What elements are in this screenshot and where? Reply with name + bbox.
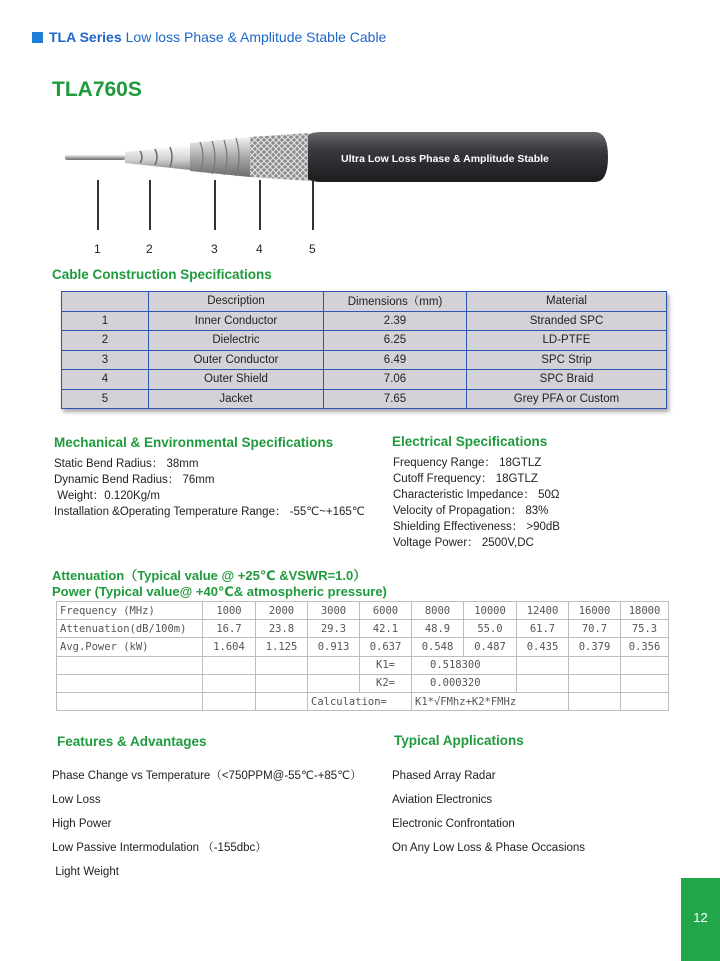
table-cell: 1.604 [203, 638, 256, 656]
electrical-specs [393, 455, 560, 551]
table-cell: 8000 [412, 602, 464, 620]
list-item: Low Loss [52, 794, 101, 806]
table-cell: 2000 [256, 602, 308, 620]
attenuation-table [56, 601, 669, 711]
table-header-cell: Dimensions（mm) [324, 292, 467, 312]
features-title: Features & Advantages [57, 734, 207, 749]
callout-line-4 [259, 180, 261, 230]
table-row [62, 331, 667, 351]
table-cell: 6.25 [324, 331, 467, 351]
table-row [62, 311, 667, 331]
table-cell [256, 656, 308, 674]
series-name: TLA Series [49, 29, 122, 45]
table-cell: 2 [62, 331, 149, 351]
table-cell: 1 [62, 311, 149, 331]
list-item: High Power [52, 818, 112, 830]
spec-line: Weight：0.120Kg/m [54, 490, 160, 502]
list-item: Aviation Electronics [392, 794, 493, 806]
table-row [57, 638, 669, 656]
page-header [32, 29, 386, 45]
outer-conductor-shape [190, 137, 250, 177]
table-cell: 18000 [621, 602, 669, 620]
table-cell [569, 692, 621, 710]
callout-line-1 [97, 180, 99, 230]
spec-line: Dynamic Bend Radius： 76mm [54, 474, 215, 486]
k2-label: K2= [360, 674, 412, 692]
table-cell: 10000 [464, 602, 517, 620]
table-cell [256, 674, 308, 692]
table-cell: SPC Strip [467, 350, 667, 370]
table-cell: Stranded SPC [467, 311, 667, 331]
table-cell: Grey PFA or Custom [467, 389, 667, 409]
spec-line: Shielding Effectiveness： >90dB [393, 521, 560, 533]
applications-title: Typical Applications [394, 733, 524, 748]
inner-conductor-shape [65, 155, 125, 160]
list-item: On Any Low Loss & Phase Occasions [392, 842, 586, 854]
table-cell: 70.7 [569, 620, 621, 638]
callout-number: 3 [211, 242, 218, 256]
jacket-label: Ultra Low Loss Phase & Amplitude Stable [341, 153, 549, 165]
table-cell: 23.8 [256, 620, 308, 638]
k1-label: K1= [360, 656, 412, 674]
list-item: Electronic Confrontation [392, 818, 515, 830]
table-cell: 48.9 [412, 620, 464, 638]
table-cell: 4 [62, 370, 149, 390]
electrical-title: Electrical Specifications [392, 434, 548, 449]
table-cell: 29.3 [308, 620, 360, 638]
table-cell: 1000 [203, 602, 256, 620]
callout-number: 4 [256, 242, 263, 256]
calculation-formula: K1*√FMhz+K2*FMHz [412, 692, 569, 710]
calculation-label: Calculation= [308, 692, 412, 710]
table-cell: 3000 [308, 602, 360, 620]
table-row [57, 656, 669, 674]
table-cell: 1.125 [256, 638, 308, 656]
table-header-cell [62, 292, 149, 312]
table-cell: 55.0 [464, 620, 517, 638]
table-cell [308, 656, 360, 674]
table-cell [203, 656, 256, 674]
table-cell: LD-PTFE [467, 331, 667, 351]
table-cell [569, 674, 621, 692]
table-cell: Dielectric [149, 331, 324, 351]
table-cell: Outer Conductor [149, 350, 324, 370]
list-item: Low Passive Intermodulation （-155dbc） [52, 842, 267, 854]
applications-list [392, 764, 585, 860]
table-cell: Inner Conductor [149, 311, 324, 331]
table-cell [256, 692, 308, 710]
table-cell [203, 674, 256, 692]
table-cell: SPC Braid [467, 370, 667, 390]
table-cell: 0.356 [621, 638, 669, 656]
table-cell: 5 [62, 389, 149, 409]
table-row [57, 602, 669, 620]
model-title: TLA760S [52, 78, 142, 101]
construction-title: Cable Construction Specifications [52, 267, 272, 282]
table-row [62, 370, 667, 390]
table-cell: 7.06 [324, 370, 467, 390]
power-title: Power (Typical value@ +40℃& atmospheric pressure) [52, 584, 387, 599]
table-row [62, 350, 667, 370]
callout-line-3 [214, 180, 216, 230]
table-cell: 0.548 [412, 638, 464, 656]
table-cell: 0.487 [464, 638, 517, 656]
table-cell [203, 692, 256, 710]
table-row [62, 389, 667, 409]
attenuation-title: Attenuation（Typical value @ +25℃ &VSWR=1.0） [52, 568, 367, 583]
table-row [57, 620, 669, 638]
table-cell: 6.49 [324, 350, 467, 370]
callout-line-5 [312, 180, 314, 230]
table-cell: 42.1 [360, 620, 412, 638]
table-header-cell: Description [149, 292, 324, 312]
table-cell [569, 656, 621, 674]
k1-value: 0.518300 [412, 656, 517, 674]
features-list [52, 764, 362, 884]
mechanical-title: Mechanical & Environmental Specifications [54, 435, 334, 450]
table-cell: Outer Shield [149, 370, 324, 390]
spec-line: Velocity of Propagation： 83% [393, 505, 549, 517]
list-item: Phase Change vs Temperature（<750PPM@-55℃-+85℃） [52, 770, 362, 782]
spec-line: Static Bend Radius： 38mm [54, 458, 199, 470]
header-square-icon [32, 32, 43, 43]
page-number: 12 [693, 910, 708, 925]
list-item: Light Weight [52, 866, 119, 878]
table-cell: 2.39 [324, 311, 467, 331]
table-cell: 75.3 [621, 620, 669, 638]
spec-line: Characteristic Impedance： 50Ω [393, 489, 560, 501]
construction-table [61, 291, 667, 409]
table-cell [308, 674, 360, 692]
table-cell: 12400 [517, 602, 569, 620]
table-cell: 0.435 [517, 638, 569, 656]
mechanical-specs [54, 456, 365, 520]
spec-line: Cutoff Frequency： 18GTLZ [393, 473, 538, 485]
table-cell [621, 692, 669, 710]
table-header-row [62, 292, 667, 312]
cable-illustration [60, 125, 620, 205]
table-cell: 7.65 [324, 389, 467, 409]
callout-number: 1 [94, 242, 101, 256]
outer-shield-shape [250, 133, 310, 181]
row-label: Frequency (MHz) [57, 602, 203, 620]
table-cell [57, 656, 203, 674]
table-row [57, 674, 669, 692]
table-cell [621, 674, 669, 692]
table-cell: 16000 [569, 602, 621, 620]
table-header-cell: Material [467, 292, 667, 312]
k2-value: 0.000320 [412, 674, 517, 692]
table-cell [57, 692, 203, 710]
table-cell: 61.7 [517, 620, 569, 638]
table-cell: 16.7 [203, 620, 256, 638]
row-label: Avg.Power (kW) [57, 638, 203, 656]
table-cell [517, 656, 569, 674]
callout-number: 5 [309, 242, 316, 256]
callout-line-2 [149, 180, 151, 230]
table-row [57, 692, 669, 710]
spec-line: Frequency Range： 18GTLZ [393, 457, 542, 469]
series-subtitle: Low loss Phase & Amplitude Stable Cable [125, 29, 387, 45]
table-cell [57, 674, 203, 692]
callout-number: 2 [146, 242, 153, 256]
row-label: Attenuation(dB/100m) [57, 620, 203, 638]
spec-line: Installation &Operating Temperature Range： -55℃~+165℃ [54, 506, 365, 518]
table-cell [517, 674, 569, 692]
list-item: Phased Array Radar [392, 770, 496, 782]
table-cell: 0.913 [308, 638, 360, 656]
table-cell: Jacket [149, 389, 324, 409]
table-cell: 3 [62, 350, 149, 370]
table-cell: 0.379 [569, 638, 621, 656]
table-cell: 6000 [360, 602, 412, 620]
table-cell: 0.637 [360, 638, 412, 656]
spec-line: Voltage Power： 2500V,DC [393, 537, 534, 549]
table-cell [621, 656, 669, 674]
